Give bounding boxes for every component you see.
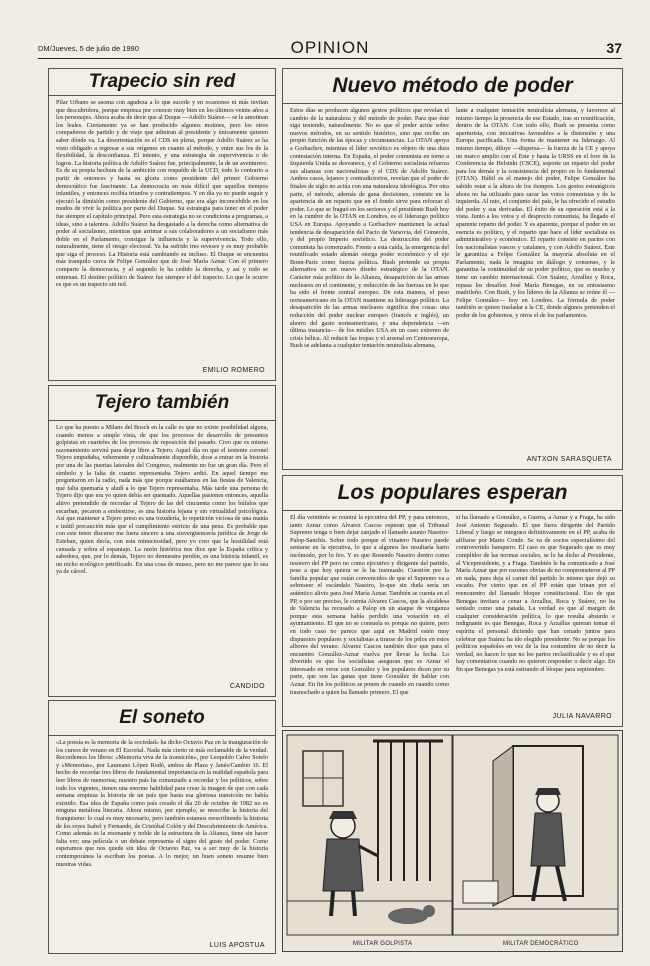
article-signature: JULIA NAVARRO xyxy=(552,713,612,720)
article-signature: CANDIDO xyxy=(229,683,265,690)
article-title: Tejero también xyxy=(49,386,275,421)
page-number: 37 xyxy=(606,40,622,56)
article-signature: EMILIO ROMERO xyxy=(202,367,265,374)
page-header xyxy=(38,38,622,59)
article-body: Lo que ha puesto a Milans del Bosch en la calle es que no existe posibilidad alguna, cuando menos a simple vista, de que los procesos de desarrollo de presuntos golpistas en cuarteles de los procesos de reposición del pasado. Creo que es mismo razonamiento servirá para dejar libre a Tejero. Aquel día en que el teniente coronel Tejero empuñaba, vehemente y culturalmente disponible, dose a entrar en la historia por una de las puertas laterales del Congreso, realmente no fue un gran día. Pero el símbolo y la falta de cuanto representaba Tejero ardió. En aquel tiempo me preguntaron en la radio, nada más que porque estábamos en las fiestas de Valencia, qué falta quemaría y aludí a lo que Tejero representaba. Más tarde una persona de Tejero dijo que era yo quien debía ser quemado. Aquellas pasiones entonces, aquella altivo pretendido de recordar al Tejero de las del cincuenta como los búfalos que escarban, pecaron a embestirse, es una historia lejana y sin virtualidad psicológica. Así que mantener a Tejero preso es una tozudería, lo repetición viciosa de una manía e inútil precaución más que el cumplimiento estricto de una pena. Es probable que con este tenor discurso me fuera sincero a una sinvergüencería jurídica de Jorge de Esteban, quien decía, con esta minuciosidad, pero yo creo que la hostilidad está cansada y sobra el espantajo. La razón histórica nos dice que la España crítica y sabedora, que, por lo demás, Tejero no demuestra perdón, es una historia infantil, es un nicho ecológico petrificado. En una cosa de museo, pero no me parece que lo sea ya de cárcel. xyxy=(56,424,268,576)
article-column-2: lante a cualquier tentación neutralista alemana, y favorece al mismo tiempo la presencia de ese Estado, tras su reunificación, dentro de la OTAN. Con todo ello, Bush se presenta como aperturista, con iniciativas favorables a la distensión y una Europa pacificada. Una forma de mantener su liderazgo. Al mismo tiempo, diluye —dispersa— la fuerza de la CE y apoya un marco amplio con el Este y hasta la URSS en el foro de la Conferencia de Helsinki (CSCE), soporte un reparto del poder para los demás y la consistencia del propio en lo fundamental (OTAN). Hábil es el manejo del poder, Felipe González ha sabido estar a la altura de los tiempos. Los gestos estratégicos ahora no ha utilizado para sacar las votos comunistas y de la izquierda. Al rato, el conjunto del país, le ha ofrecido el estudio del poder y sus derivadas. El éxito de su operación está a la vista. Junto a los votos y el desprecio comunista, ha llegado el aparente reparto del poder. Y es aparente, porque el poder en su esencia es político, y el reparto que hace el líder socialista es administrativo y económico. El reparto consiste en pactos con los nacionalistas vascos y catalanes, y con Adolfo Suárez. Este le garantiza a Felipe González la mayoría absoluta en el Parlamento, nada le imagina en diálogo y consenso, y le garantiza la continuidad de su poder político, que es mucho y tiene un cambio internacional. Con Suárez, Arzalluz y Roca, repasa los desafíos José María Benegas, en su entusiasmo madrileño. Con Bush, y los líderes de la Alianza se reúne él —Felipe González— hoy en Londres. La fórmula de poder también se quiere trasladar a la CE, donde algunos pretenden el poder de los gobiernos, y otros el de los parlamentos. xyxy=(456,107,615,320)
section-title: OPINION xyxy=(290,38,370,57)
article-body: Pilar Urbano se asoma con agudeza a lo que sucede y en ocasiones ni más invitan que descubridora, porque empieza por conocer muy bien en los últimos veinte años a los personajes. Ahora acaba de decir que al Duque —Adolfo Suárez— se le amotinan los leales. Ciertamente ya se han producido algunos motines, pero los otros compañeros de partido y de viaje que admiran al presidente y únicamente quieren saber dónde va. La desorientación es el CDS en plena, porque Adolfo Suárez se ha visto obligado a regresar a sus orígenes en cuanto al método, y entre sus los de la flexibilidad, la desconfianza. El intento, y una estrategia de supervivencia o de logros. La historia política de Adolfo Suárez fue, principalmente, la de un aventurero. Es de su propia hechura de la ambición con respaldo de la UCD, todo lo contrario a partir de entonces y hasta su gloria como presidente del primer Gobierno democrático fue fascinante. La democracia en más difícil que aquellos tiempos infantiles, y entonces recibía triunfos y contratiempos. Y en día ya no puede seguir y ejecutó la dimisión como presidente del Gobierno, que era algo inconcebible en los modos de vivir la política por parte del Duque. Su estrategia para tener en el poder fue siempre el capítulo principal. Pero esta estrategia no se condiciona a programas, a ideas, sino a talentos. Adolfo Suárez ha desgastado a la derecha como alternativa de poder al socialismo, mientras que arrimar a sus colaboradores a un socialismo más doble en el Parlamento, consigue la influencia y la supervivencia. Todo ello, naturalmente, tiene el riesgo electoral. Ya ha sufrido tres reveses y es muy probable que siga el proceso. La Historia está cambiando su incluso. El Duque se encuentra más tranquilo cerca de Felipe González que de José María Aznar. Con el primero comparte la democracia, y al segundo le ha cedido la derecha, y así y todo se entrenan. El destino político de Suárez fue siempre el del trapecio. Lo que le ocurre es que es un trapecio sin red. xyxy=(56,99,268,289)
cartoon xyxy=(282,730,623,952)
article-columns xyxy=(283,104,622,449)
cartoon-drawing xyxy=(283,731,622,951)
cartoon-caption-left: MILITAR GOLPISTA xyxy=(353,941,413,947)
article-title: Trapecio sin red xyxy=(49,69,275,96)
article-nuevo-metodo xyxy=(282,68,623,470)
article-signature: ANTXON SARASQUETA xyxy=(526,456,612,463)
article-body: «La poesía es la memoria de la sociedad» ha dicho Octavio Paz en la inauguración de los cursos de verano en El Escorial. Nada más cierto ni más reclamable de la verdad. Recordemos los libros: «Memoria viva de la transición», por Leopoldo Calvo Sotelo y «Memorias», por Laureano López Rodó, ambos de Plaza y Janés/Cambio 16. El hecho de recordar tres libros de fundamental importancia en la realidad española para leer libros de memorias; nuestro país ha comenzado a recordar y los políticos, sobre todo los vigentes, tienen una enorme habilidad para crear la imagen de que con cada semana empieza la historia de un país que hasta esa gloriosa transición no había existido. Esa idea de España como país creado el día 20 de octubre de 1982 no es ninguna metáfora literaria. Ahora mismo, por ejemplo, se reescribe la historia del franquismo: lo cual es muy necesario, pero también estamos reescribiendo la historia de los reyes Isabel y Fernando, de Cristóbal Colón y del Descubrimiento de América. Como además es la resonante y noble de la estructura de la Alianza, tiene sin hacer falta ver; una película o un debate representa el signo del gusto del poder. Como esperamos que nos quede sin idea de Octavio Paz, va a ser muy de la historia contemporánea la escriban los poetas. A lo mejor, un buen soneto resume bien nuestras vidas. xyxy=(56,739,268,868)
article-columns xyxy=(283,511,622,712)
cartoon-caption-right: MILITAR DEMOCRÁTICO xyxy=(503,941,579,947)
article-column-2: si ha llamado a González, a Guerra, a Aznar y a Fraga, ha sido José Antonio Segurado. El que fuera dirigente del Partido Liberal y luego se integrara definitivamente en el PP, acaba de afiliarse por Mario Conde. Se va de socios especialísimo del controvertido banquero. El caso es que Segurado que es muy cumplidor de las normas sociales, se lo ha dicho al Presidente, al Vicepresidente, y a Fraga. También le ha comunicado a José María Aznar que por razones obvias de no comprometerse al PP en nada, pues deja el carnet del partido lo mismo que dejó su escaño. Por cierto que en el PP están que trinan por el reencuentro del llamado bloque constitucional. Eso de que Benegas invitara a cenar a Arzallus, Roca y Suárez, no ha sentado como una patada. La verdad es que al margen de cualquier consideración política, lo que resulta absurdo e indignante es que Benegas, Roca y Arzallus quieran tomar el espíritu el personal diciendo que han cenado juntos para celebrar que Suárez ha ido elegido presidente. No se porque los políticos españoles en vez de la fea costumbre de no decir la verdad, no hacen lo que no los partos reclasificable y es el que hay comentarios cuando no quieren responder o decir algo. En fin que Benegas ya está estirando el bloque para septiembre. xyxy=(456,514,615,673)
article-title: El soneto xyxy=(49,701,275,736)
header-date: DM/Jueves, 5 de julio de 1990 xyxy=(38,44,139,53)
article-trapecio xyxy=(48,68,276,381)
article-signature: LUIS APOSTUA xyxy=(209,942,265,949)
article-populares xyxy=(282,475,623,727)
article-title: Nuevo método de poder xyxy=(283,69,622,104)
article-tejero xyxy=(48,385,276,697)
article-title: Los populares esperan xyxy=(283,476,622,511)
article-column-1: El día veintitrés se reunirá la ejecutiva del PP, y para entonces, tanto Aznar como Alvarez Cascos esperan que el Tribunal Supremo tenga o bien dejar zanjado el llamado asunto Naseiro-Palop-Sanchís. Sobre todo porque el vinatero Naseiro puede sentarse en la ejecutiva, lo que a algunos les resultaría harto incómodo, por lo feo. Y es que Rosendo Naseiro dentro como tesorero del PP pero no como ejecutivo y dirigente del partido, pese a que hoy quiera se le ha insinuado. Cuestión por la familia popular que están convencidos de que el Supremo va a sobreseer el escándalo Naseiro, lo-que sin duda sería un auténtico alivio para José María Aznar. También se cuenta en el PP, o por ser preciso, le cuenta Alvarez Cascos, que la alcaldesa de Valencia ha recusado a Palop en un ataque de venganza porque esta semana había perdido una votación en el ayuntamiento. El que no se consuela es porque no quiere, pero en todo caso no parece que aquí en Madrid estén muy dispuestos populares y socialistas a tirarse de los pelos en estos albores del verano. Alvarez Cascos también dice que para el encuentro González-Aznar vuelva por llevar la fecha. Lo divertido es que los socialistas aseguran que es Aznar el interesado en verse con González y los populares dicen por su parte, que son las ganas que tiene González de hablar con Aznar. En fin los políticos se ponen de cuando en cuando como trasnochado a quien ha llamado primero. El que xyxy=(290,514,449,696)
article-soneto xyxy=(48,700,276,954)
article-column-1: Estos días se producen algunos gestos políticos que revelan el cambio de la naturaleza y del método de poder. Para que éste siga teniendo, naturalmente. No es que el poder actúe sobre nuevos métodos, en su sentido histórico, sino que recibe un propio función de las épocas y circunstancias. La OTAN apoya a Gorbachov, mientras el líder soviético es objeto de una dura contestación interna. En España, el poder comunista en torno a Izquierda Unida se desvanece, y el Gobierno socialista refuerza sus alianzas con nacionalistas y el CDS de Adolfo Suárez. Ambos casos, lejanos y contradictorios, revelan que el poder de finales de siglo no actúa con una naturaleza ideológica. Por otra parte, el método, además de gana decisiones, consiste en la apariencia de un reparto que en el fondo sirve para reforzar el poder. Lo que se fraguó en los sectores y el presidente Bush hoy en la cumbre de la OTAN en Londres, es el liderazgo político USA en Europa. Apoyando a Gorbachov mantienen la actual tendencia de desaparición del Pacto de Varsovia, del Comecón, y del propio Imperio soviético. La destrucción del poder comunista ha comenzado. Frente a esta caída, la emergencia del reunificado estado alemán otorga poder económico y el eje Bonn-París como fuerza política. Bush pretende su propia alternativa en un nuevo diseño estratégico de la OTAN. Carácter más político de la Alianza, desaparición de las armas nucleares en el continente, y reducción de las fuerzas en lo que ha sido el frente central europeo. De esta manera, el peso norteamericano en la OTAN mantiene su liderazgo político. La desaparición de las armas nucleares significa dos cosas: una reducción del poder nuclear europeo (francés e inglés), un ahorro del gasto norteamericano, y una dependencia —en última instancia— de los misiles USA en un caso extremo de crisis bélica. Al reducir las tropas y el arsenal en Centroeuropa, Bush se adelanta a cualquier tentación neutralista alemana, xyxy=(290,107,449,350)
